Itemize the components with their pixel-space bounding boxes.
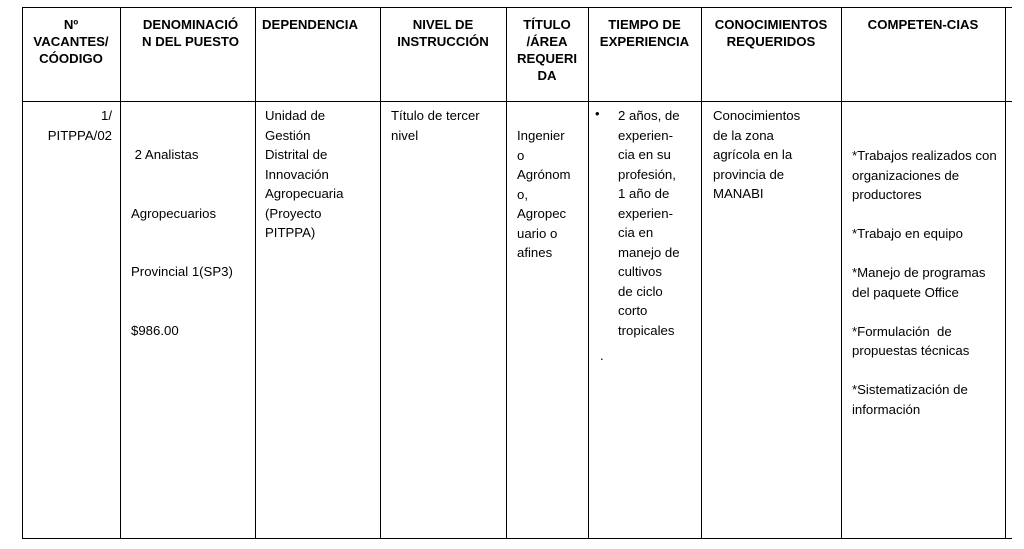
column-divider	[588, 7, 589, 539]
column-divider	[506, 7, 507, 539]
column-divider	[701, 7, 702, 539]
table-border-top	[22, 7, 1012, 8]
competencia-item: *Sistematización de información	[852, 382, 968, 417]
table-border-bottom	[22, 538, 1012, 539]
header-denominacion: DENOMINACIÓ N DEL PUESTO	[142, 17, 239, 49]
competencia-item: *Trabajo en equipo	[852, 226, 963, 241]
competencia-item: *Trabajos realizados con organizaciones de productores	[852, 148, 997, 202]
column-divider	[841, 7, 842, 539]
header-conocimientos: CONOCIMIENTOS REQUERIDOS	[714, 17, 828, 49]
competencia-item: *Formulación de propuestas técnicas	[852, 323, 970, 358]
cell-conocimientos: Conocimientos de la zona agrícola en la provincia de MANABI	[713, 108, 801, 201]
header-titulo: TÍTULO /ÁREA REQUERI DA	[516, 17, 578, 83]
table-border-right	[1005, 7, 1006, 539]
trailing-dot: .	[600, 348, 604, 363]
cell-vacantes: 1/ PITPPA/02	[47, 108, 112, 143]
header-divider	[22, 101, 1012, 102]
cell-titulo: Ingenier o Agrónom o, Agropec uario o afines	[517, 128, 571, 260]
column-divider	[380, 7, 381, 539]
cell-competencias	[852, 146, 1005, 439]
header-experiencia: TIEMPO DE EXPERIENCIA	[599, 17, 690, 49]
cell-denominacion: 2 Analistas Agropecuarios Provincial 1(SP3) $986.00	[131, 147, 233, 338]
column-divider	[120, 7, 121, 539]
header-dependencia: DEPENDENCIA	[262, 17, 358, 32]
bullet-icon: •	[595, 106, 600, 121]
cell-experiencia: 2 años, de experien- cia en su profesión, 1 año de experien- cia en manejo de cultivos de ciclo corto tropicales	[618, 108, 680, 338]
competencia-item: *Manejo de programas del paquete Office	[852, 265, 986, 300]
header-competencias: COMPETEN-CIAS	[867, 17, 979, 32]
header-nivel: NIVEL DE INSTRUCCIÓN	[397, 17, 489, 49]
table-border-left	[22, 7, 23, 539]
column-divider	[255, 7, 256, 539]
header-vacantes: Nº VACANTES/ CÓODIGO	[33, 17, 109, 66]
cell-dependencia: Unidad de Gestión Distrital de Innovación Agropecuaria (Proyecto PITPPA)	[265, 108, 344, 240]
cell-nivel: Título de tercer nivel	[391, 108, 480, 143]
